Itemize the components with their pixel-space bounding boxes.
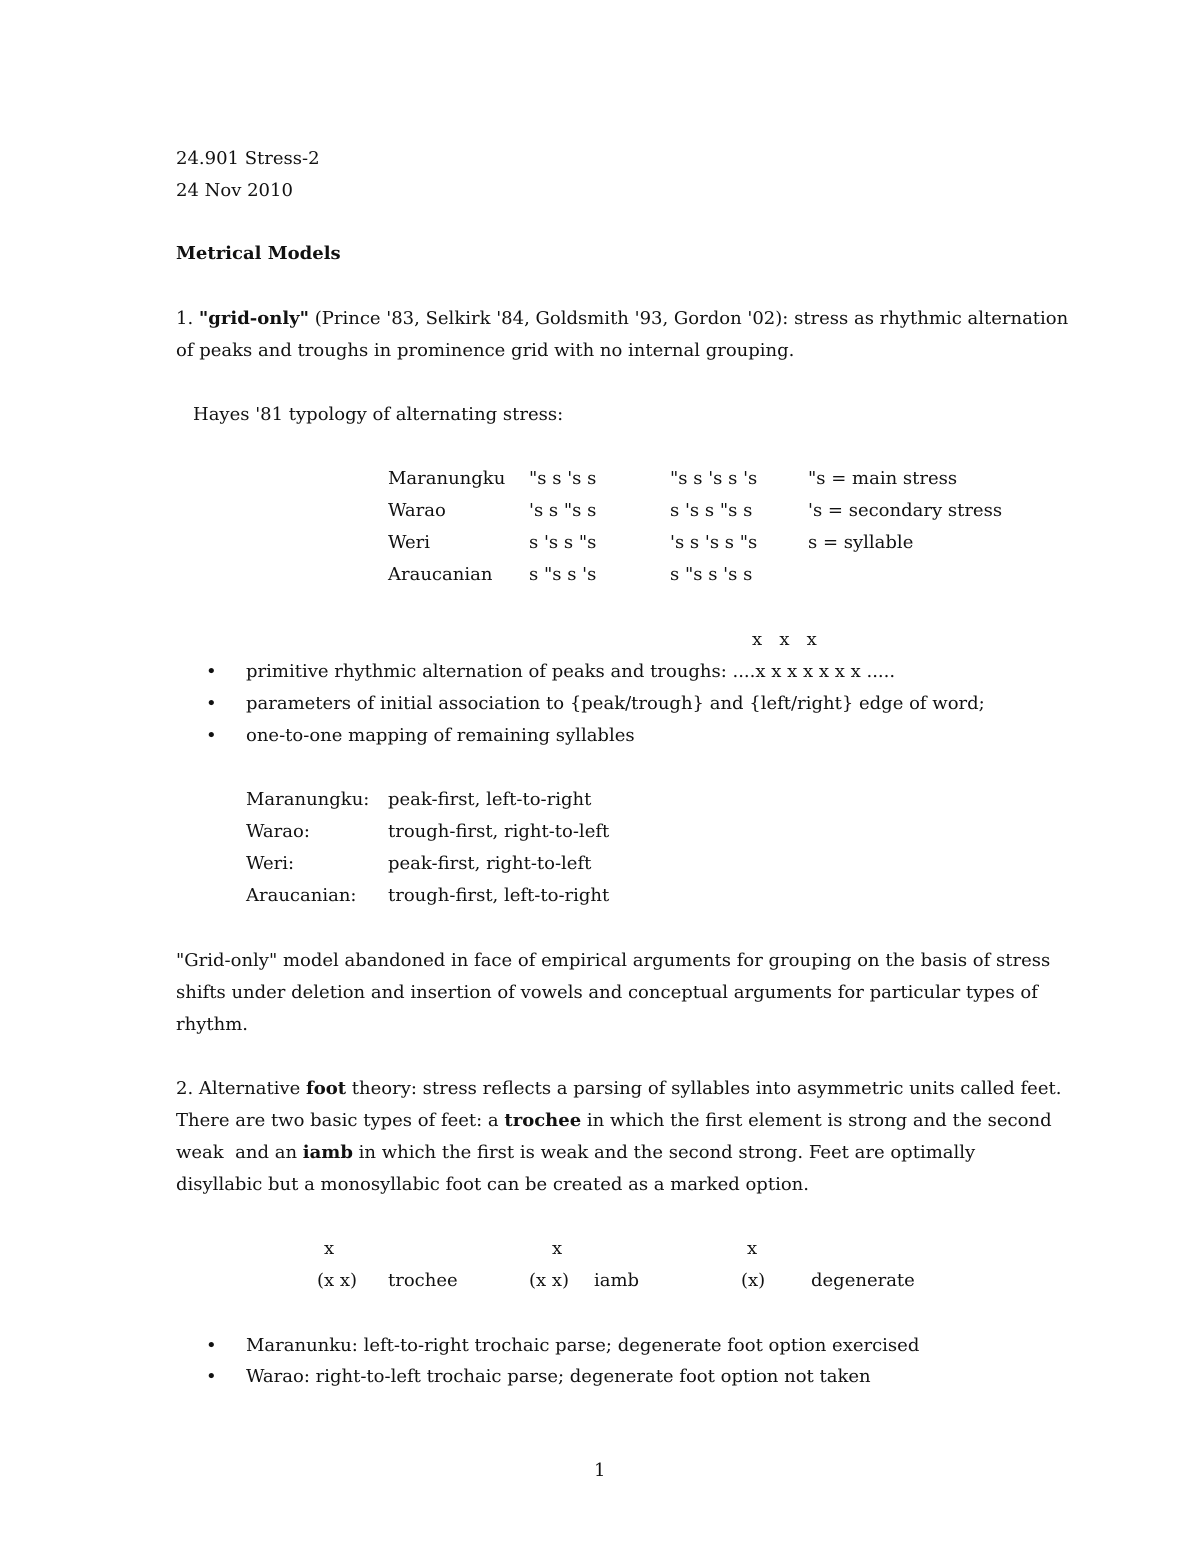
param-lang: Weri: (246, 853, 295, 874)
p2-bold-trochee: trochee (504, 1110, 582, 1131)
bullet-item: • Warao: right-to-left trochaic parse; degenerate foot option not taken (246, 1366, 871, 1388)
foot-parse: (x x) (529, 1270, 570, 1291)
p2-line4: disyllabic but a monosyllabic foot can be created as a marked option. (176, 1174, 809, 1195)
p2-line3 (176, 1142, 975, 1164)
grid-marks: x x x (752, 629, 817, 650)
param-lang: Maranungku: (246, 789, 370, 810)
p1-num: 1. (176, 308, 199, 329)
date-line: 24 Nov 2010 (176, 180, 293, 201)
typology-note: "s = main stress (808, 468, 958, 489)
param-value: trough-first, right-to-left (388, 821, 610, 842)
p2-text: theory: stress reflects a parsing of syllables into asymmetric units called feet. (346, 1078, 1062, 1099)
typology-even: s "s s 's (529, 564, 597, 585)
typology-lang: Araucanian (388, 564, 493, 585)
course-line: 24.901 Stress-2 (176, 148, 320, 169)
page-number: 1 (594, 1460, 606, 1481)
bullet-item: • one-to-one mapping of remaining syllables (246, 725, 635, 747)
param-lang: Araucanian: (246, 885, 357, 906)
p1-line1 (176, 308, 1068, 330)
p1-bold-term: "grid-only" (198, 308, 310, 329)
typology-note: 's = secondary stress (808, 500, 1003, 521)
foot-parse: (x x) (317, 1270, 358, 1291)
abandon-line: "Grid-only" model abandoned in face of empirical arguments for grouping on the basis of stress (176, 950, 1051, 971)
typology-even: "s s 's s (529, 468, 597, 489)
p1-line2: of peaks and troughs in prominence grid with no internal grouping. (176, 340, 795, 361)
typology-lang: Weri (388, 532, 431, 553)
bullet-item: • parameters of initial association to {peak/trough} and {left/right} edge of word; (246, 693, 985, 715)
p2-text: weak and an (176, 1142, 303, 1163)
param-lang: Warao: (246, 821, 310, 842)
typology-lang: Maranungku (388, 468, 506, 489)
hayes-intro: Hayes '81 typology of alternating stress: (193, 404, 564, 425)
p2-line1 (176, 1078, 1061, 1100)
typology-even: s 's s "s (529, 532, 597, 553)
p2-bold-iamb: iamb (302, 1142, 353, 1163)
bullet-item: • primitive rhythmic alternation of peaks and troughs: ....x x x x x x x ..... (246, 661, 895, 683)
foot-parse: (x) (741, 1270, 766, 1291)
p2-text: There are two basic types of feet: a (176, 1110, 505, 1131)
foot-name: trochee (388, 1270, 458, 1291)
p2-line2 (176, 1110, 1052, 1132)
abandon-line: rhythm. (176, 1014, 248, 1035)
p2-text: in which the first element is strong and the second (581, 1110, 1052, 1131)
foot-mark: x (747, 1238, 758, 1259)
typology-odd: "s s 's s 's (670, 468, 758, 489)
abandon-line: shifts under deletion and insertion of vowels and conceptual arguments for particular types of (176, 982, 1038, 1003)
bullet-item: • Maranunku: left-to-right trochaic parse; degenerate foot option exercised (246, 1335, 919, 1357)
p2-bold-foot: foot (306, 1078, 347, 1099)
param-value: peak-first, right-to-left (388, 853, 592, 874)
p1-rest: (Prince '83, Selkirk '84, Goldsmith '93, Gordon '02): stress as rhythmic alternation (309, 308, 1069, 329)
p2-text: in which the first is weak and the second strong. Feet are optimally (352, 1142, 976, 1163)
typology-note: s = syllable (808, 532, 914, 553)
typology-odd: s "s s 's s (670, 564, 753, 585)
foot-mark: x (324, 1238, 335, 1259)
typology-odd: 's s 's s "s (670, 532, 758, 553)
param-value: peak-first, left-to-right (388, 789, 592, 810)
foot-name: iamb (594, 1270, 640, 1291)
param-value: trough-first, left-to-right (388, 885, 610, 906)
foot-name: degenerate (811, 1270, 915, 1291)
typology-even: 's s "s s (529, 500, 597, 521)
typology-odd: s 's s "s s (670, 500, 753, 521)
typology-lang: Warao (388, 500, 446, 521)
section-title: Metrical Models (176, 243, 341, 264)
p2-text: 2. Alternative (176, 1078, 306, 1099)
foot-mark: x (552, 1238, 563, 1259)
